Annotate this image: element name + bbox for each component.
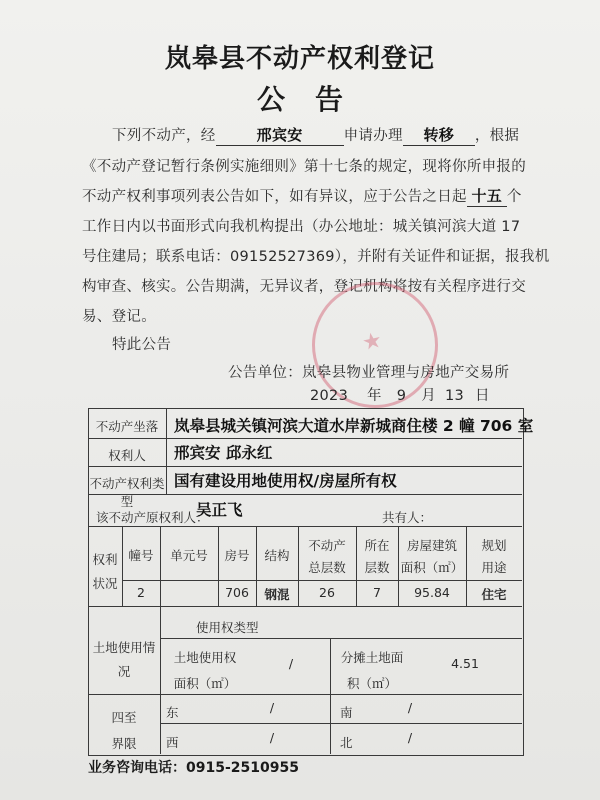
date-year-unit: 年	[367, 388, 382, 404]
bound-east-value: /	[269, 700, 275, 715]
owner-value: 邢宾安 邱永红	[174, 444, 273, 462]
notice-title: 岚皋县不动产权利登记	[164, 44, 435, 74]
owner-label: 权利人	[108, 448, 146, 463]
date-year: 2023	[310, 388, 349, 404]
header-use-2: 用途	[481, 560, 507, 575]
notice-subtitle: 公告	[256, 83, 373, 116]
text-segment: 申请办理	[343, 128, 403, 144]
text-segment: ，根据	[474, 128, 520, 144]
value-area: 95.84	[414, 585, 450, 600]
text-segment: 个	[506, 189, 522, 205]
table-rule	[88, 526, 522, 527]
status-label-2: 状况	[92, 576, 118, 591]
date-month-unit: 月	[421, 388, 437, 404]
right-type-label: 不动产权利类型	[89, 476, 165, 509]
date-day-unit: 日	[474, 388, 490, 404]
header-building: 幢号	[128, 548, 154, 563]
inquiry-phone: 业务咨询电话：0915-2510955	[88, 760, 299, 776]
shared-area-label-1: 分摊土地面	[340, 650, 404, 665]
table-rule	[88, 694, 522, 695]
bound-label-2: 界限	[111, 736, 137, 751]
value-structure: 钢混	[264, 587, 290, 602]
value-building: 2	[137, 585, 145, 600]
header-use-1: 规划	[481, 538, 507, 553]
location-label: 不动产坐落	[95, 419, 159, 434]
header-floor-1: 所在	[364, 538, 390, 553]
bound-east-label: 东	[166, 705, 179, 720]
bound-north-label: 北	[340, 735, 353, 750]
shared-area-label-2: 积（㎡）	[346, 676, 397, 691]
text-segment: 下列不动产，经	[112, 128, 216, 144]
land-right-type-label: 使用权类型	[196, 620, 259, 635]
issuer-line	[228, 361, 509, 382]
header-room: 房号	[224, 548, 250, 563]
header-structure: 结构	[264, 548, 290, 563]
table-rule	[166, 408, 167, 494]
orig-owner-label: 该不动产原权利人：	[96, 510, 209, 525]
land-area-label-1: 土地使用权	[173, 650, 237, 665]
location-value: 岚皋县城关镇河滨大道水岸新城商住楼 2 幢 706 室	[174, 417, 534, 435]
text-segment: 不动产权利事项列表公告如下，如有异议，应于公告之日起	[82, 189, 467, 205]
issuer-label: 公告单位：	[228, 365, 302, 381]
table-rule	[160, 723, 522, 724]
status-label-1: 权利	[92, 552, 118, 567]
table-rule	[88, 438, 522, 439]
applicant-name: 邢宾安	[216, 124, 344, 146]
header-total-floors-1: 不动产	[308, 538, 346, 553]
co-owner-label: 共有人：	[382, 510, 433, 525]
bound-west-label: 西	[166, 735, 179, 750]
issue-date	[310, 384, 490, 405]
table-rule	[160, 526, 161, 606]
value-room: 706	[225, 585, 249, 600]
value-total-floors: 26	[319, 585, 335, 600]
body-line-4: 工作日内以书面形式向我机构提出（办公地址：城关镇河滨大道 17	[82, 219, 521, 235]
orig-owner-value: 吴正飞	[196, 501, 243, 519]
value-use: 住宅	[481, 587, 507, 602]
body-line-5: 号住建局；联系电话：09152527369），并附有关证件和证据，报我机	[82, 249, 550, 265]
body-line-3	[82, 185, 522, 207]
bound-label-1: 四至	[111, 710, 137, 725]
table-rule	[88, 606, 522, 607]
land-label-2: 况	[117, 664, 131, 679]
bound-north-value: /	[407, 730, 413, 745]
land-area-value: /	[288, 656, 294, 671]
issuer-name: 岚皋县物业管理与房地产交易所	[302, 365, 510, 381]
body-line-7: 易、登记。	[82, 309, 156, 325]
table-rule	[88, 466, 522, 467]
bound-south-value: /	[407, 700, 413, 715]
business-type: 转移	[403, 124, 475, 146]
header-area-1: 房屋建筑	[406, 538, 457, 553]
body-line-6: 构审查、核实。公告期满，无异议者，登记机构将按有关程序进行交	[82, 279, 526, 295]
land-label-1: 土地使用情	[92, 640, 156, 655]
right-type-value: 国有建设用地使用权/房屋所有权	[174, 472, 397, 490]
value-floor: 7	[373, 585, 381, 600]
land-area-label-2: 面积（㎡）	[173, 676, 237, 691]
body-line-1	[112, 124, 519, 146]
body-line-8: 特此公告	[112, 337, 172, 353]
body-line-2: 《不动产登记暂行条例实施细则》第十七条的规定，现将你所申报的	[82, 159, 526, 175]
date-day: 13	[444, 388, 465, 404]
seal-star-icon: ★	[359, 327, 385, 357]
table-rule	[160, 638, 522, 639]
table-rule	[122, 580, 522, 581]
header-unit: 单元号	[170, 548, 208, 563]
objection-days: 十五	[467, 185, 507, 207]
bound-south-label: 南	[340, 705, 353, 720]
date-month: 9	[396, 388, 407, 404]
header-floor-2: 层数	[364, 560, 390, 575]
shared-area-value: 4.51	[451, 656, 479, 671]
bound-west-value: /	[269, 730, 275, 745]
header-total-floors-2: 总层数	[308, 560, 346, 575]
header-area-2: 面积（㎡）	[400, 560, 464, 575]
